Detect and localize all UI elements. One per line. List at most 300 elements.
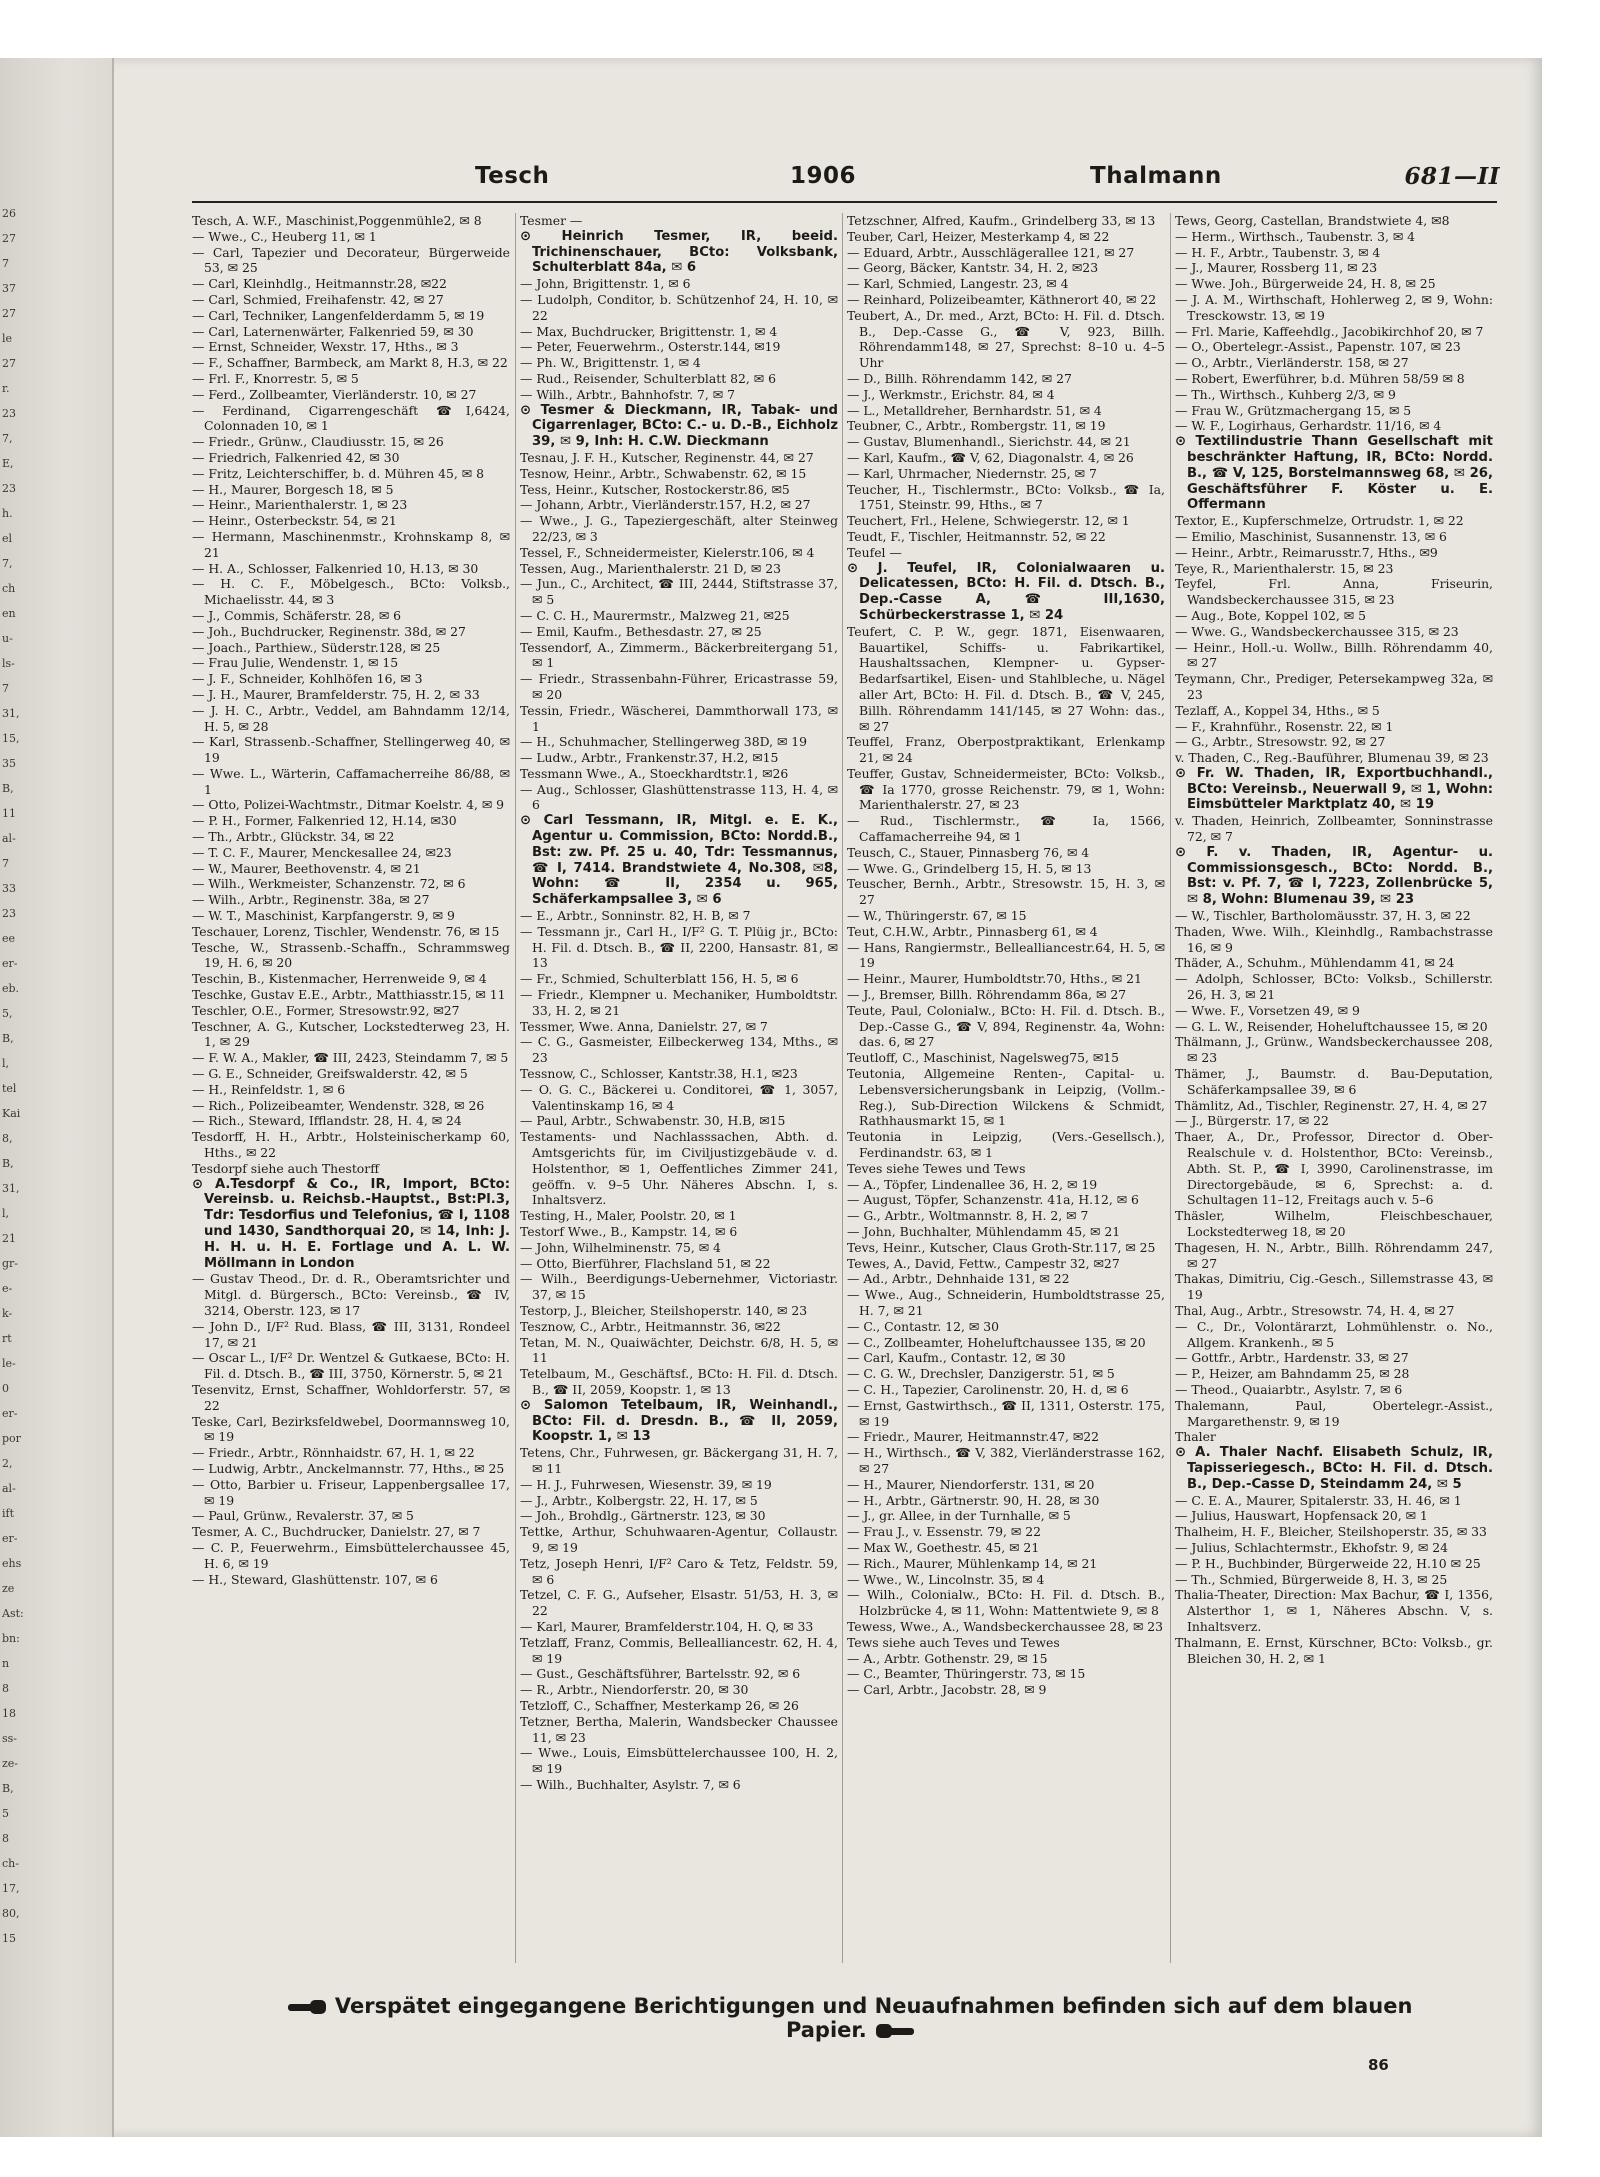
gutter-fragment: B, (2, 1032, 14, 1045)
directory-entry: Teubert, A., Dr. med., Arzt, BCto: H. Fil. d. Dtsch. B., Dep.-Casse G., ☎ V, 923, Billh. Röhrendamm148, ✉ 27, Sprechst: 8–10 u. 4–5 Uhr (847, 307, 1165, 371)
directory-entry: ⊙ A. Thaler Nachf. Elisabeth Schulz, IR, Tapisseriegesch., BCto: H. Fil. d. Dtsch. B., Dep.-Casse D, Steindamm 24, ✉ 5 (1175, 1445, 1493, 1492)
pointing-hand-icon (288, 1999, 328, 2015)
directory-entry: — P., Heizer, am Bahndamm 25, ✉ 28 (1175, 1366, 1410, 1382)
directory-entry: — W., Tischler, Bartholomäusstr. 37, H. 3, ✉ 22 (1175, 908, 1471, 924)
directory-entry: Tessnow, C., Schlosser, Kantstr.38, H.1, ✉23 (520, 1066, 798, 1082)
gutter-fragment: rt (2, 1332, 12, 1345)
directory-entry: Tevs, Heinr., Kutscher, Claus Groth-Str.117, ✉ 25 (847, 1239, 1156, 1255)
directory-entry: — Julius, Hauswart, Hopfensack 20, ✉ 1 (1175, 1508, 1428, 1524)
directory-entry: — Carl, Laternenwärter, Falkenried 59, ✉ 30 (192, 323, 474, 339)
header-rule (192, 201, 1497, 203)
directory-entry: Teuchert, Frl., Helene, Schwiegerstr. 12, ✉ 1 (847, 513, 1130, 529)
directory-entry: Teuscher, Bernh., Arbtr., Stresowstr. 15, H. 3, ✉ 27 (847, 876, 1165, 908)
directory-entry: — A., Töpfer, Lindenallee 36, H. 2, ✉ 19 (847, 1176, 1098, 1192)
directory-entry: Tessendorf, A., Zimmerm., Bäckerbreitergang 51, ✉ 1 (520, 639, 838, 671)
directory-entry: — Rud., Reisender, Schulterblatt 82, ✉ 6 (520, 370, 776, 386)
gutter-fragment: 23 (2, 482, 16, 495)
directory-entry: Tetzlaff, Franz, Commis, Bellealliancestr. 62, H. 4, ✉ 19 (520, 1634, 838, 1666)
column-separator (842, 213, 843, 1963)
footer-notice (250, 1994, 1450, 2042)
gutter-fragment: le (2, 332, 13, 345)
directory-entry: Tesmer, A. C., Buchdrucker, Danielstr. 27, ✉ 7 (192, 1524, 481, 1540)
directory-entry: — Heinr., Marienthalerstr. 1, ✉ 23 (192, 497, 408, 513)
gutter-fragment: tel (2, 1082, 17, 1095)
directory-entry: — Friedr., Strassenbahn-Führer, Ericastrasse 59, ✉ 20 (520, 671, 838, 702)
directory-entry: Tesmer — (520, 213, 583, 228)
directory-entry: — Friedr., Klempner u. Mechaniker, Humboldtstr. 33, H. 2, ✉ 21 (520, 987, 838, 1018)
gutter-fragment: B, (2, 1157, 14, 1170)
directory-entry: — Friedr., Arbtr., Rönnhaidstr. 67, H. 1, ✉ 22 (192, 1445, 475, 1461)
gutter-fragment: 7, (2, 432, 13, 445)
directory-entry: — Joh., Brohdlg., Gärtnerstr. 123, ✉ 30 (520, 1508, 766, 1524)
gutter-fragment: bn: (2, 1632, 20, 1645)
directory-entry: — H. C. F., Möbelgesch., BCto: Volksb., Michaelisstr. 44, ✉ 3 (192, 576, 510, 608)
directory-entry: ⊙ Fr. W. Thaden, IR, Exportbuchhandl., BCto: Vereinsb., Neuerwall 9, ✉ 1, Wohn: Eimsbütteler Marktplatz 40, ✉ 19 (1175, 765, 1493, 813)
gutter-fragment: le- (2, 1357, 16, 1370)
gutter-fragment: 37 (2, 282, 16, 295)
directory-entry: — Wwe. Joh., Bürgerweide 24, H. 8, ✉ 25 (1175, 276, 1436, 292)
directory-entry: — C. C. H., Maurermstr., Malzweg 21, ✉25 (520, 607, 790, 623)
gutter-fragment: Kai (2, 1107, 21, 1120)
gutter-fragment: 2, (2, 1457, 13, 1470)
gutter-fragment: 31, (2, 1182, 20, 1195)
directory-entry: — John, Wilhelminenstr. 75, ✉ 4 (520, 1239, 721, 1255)
directory-entry: — Max, Buchdrucker, Brigittenstr. 1, ✉ 4 (520, 323, 778, 339)
directory-entry: — Gustav, Blumenhandl., Sierichstr. 44, ✉ 21 (847, 434, 1131, 450)
directory-entry: — Paul, Grünw., Revalerstr. 37, ✉ 5 (192, 1508, 414, 1524)
directory-entry: — Wwe., J. G., Tapeziergeschäft, alter Steinweg 22/23, ✉ 3 (520, 513, 838, 544)
gutter-fragment: el (2, 532, 13, 545)
directory-entry: — Wilh., Werkmeister, Schanzenstr. 72, ✉ 6 (192, 876, 466, 892)
gutter-fragment: 7 (2, 257, 9, 270)
directory-entry: Tessmann Wwe., A., Stoeckhardtstr.1, ✉26 (520, 765, 789, 781)
directory-entry: Tessel, F., Schneidermeister, Kielerstr.106, ✉ 4 (520, 544, 815, 560)
gutter-fragment: 27 (2, 232, 16, 245)
directory-entry: — O., Obertelegr.-Assist., Papenstr. 107, ✉ 23 (1175, 339, 1461, 355)
directory-entry: Thalemann, Paul, Obertelegr.-Assist., Margarethenstr. 9, ✉ 19 (1175, 1397, 1493, 1429)
directory-entry: Tewess, Wwe., A., Wandsbeckerchaussee 28, ✉ 23 (847, 1618, 1164, 1634)
gutter-fragment: gr- (2, 1257, 19, 1270)
directory-entry: Teves siehe Tewes und Tews (847, 1160, 1026, 1176)
header-year: 1906 (790, 163, 857, 189)
directory-entry: — A., Arbtr. Gothenstr. 29, ✉ 15 (847, 1650, 1048, 1666)
directory-entry: — Wilh., Beerdigungs-Uebernehmer, Victoriastr. 37, ✉ 15 (520, 1271, 838, 1303)
directory-entry: — Aug., Bote, Koppel 102, ✉ 5 (1175, 607, 1366, 623)
directory-entry: Tezlaff, A., Koppel 34, Hths., ✉ 5 (1175, 702, 1380, 718)
gutter-fragment: ls- (2, 657, 15, 670)
directory-entry: — Karl, Uhrmacher, Niedernstr. 25, ✉ 7 (847, 465, 1097, 481)
directory-entry: — Gottfr., Arbtr., Hardenstr. 33, ✉ 27 (1175, 1350, 1409, 1366)
directory-entry: — O., Arbtr., Vierländerstr. 158, ✉ 27 (1175, 355, 1409, 371)
directory-entry: Thäder, A., Schuhm., Mühlendamm 41, ✉ 24 (1175, 955, 1455, 971)
directory-entry: Teutonia in Leipzig, (Vers.-Gesellsch.), Ferdinandstr. 63, ✉ 1 (847, 1129, 1165, 1161)
directory-entry: — Friedr., Maurer, Heitmannstr.47, ✉22 (847, 1429, 1100, 1445)
directory-entry: Thagesen, H. N., Arbtr., Billh. Röhrendamm 247, ✉ 27 (1175, 1239, 1493, 1271)
page-header (190, 163, 1500, 193)
directory-entry: — Adolph, Schlosser, BCto: Volksb., Schillerstr. 26, H. 3, ✉ 21 (1175, 971, 1493, 1003)
directory-entry: — E., Arbtr., Sonninstr. 82, H. B, ✉ 7 (520, 908, 751, 924)
directory-entry: — Eduard, Arbtr., Ausschlägerallee 121, ✉ 27 (847, 244, 1135, 260)
directory-entry: — Joach., Parthiew., Süderstr.128, ✉ 25 (192, 639, 441, 655)
directory-entry: Thälmann, J., Grünw., Wandsbeckerchaussee 208, ✉ 23 (1175, 1034, 1493, 1066)
directory-entry: — W., Maurer, Beethovenstr. 4, ✉ 21 (192, 860, 421, 876)
directory-entry: ⊙ A.Tesdorpf & Co., IR, Import, BCto: Vereinsb. u. Reichsb.-Hauptst., Bst:Pl.3, Tdr: Tesdorfius und Telefonius, ☎ I, 1108 und 1430, Sandthorquai 20, ✉ 14, Inh: J. H. H. u. H. E. Fortlage und A. L. W. Möllmann in London (192, 1176, 510, 1271)
directory-entry: Thaler (1175, 1429, 1216, 1445)
directory-entry: — G. E., Schneider, Greifswalderstr. 42, ✉ 5 (192, 1066, 468, 1082)
directory-entry: — Rud., Tischlermstr., ☎ Ia, 1566, Caffamacherreihe 94, ✉ 1 (847, 813, 1165, 845)
gutter-fragment: 17, (2, 1882, 20, 1895)
directory-entry: — Rich., Polizeibeamter, Wendenstr. 328, ✉ 26 (192, 1097, 485, 1113)
directory-entry: — John D., I/F² Rud. Blass, ☎ III, 3131, Rondeel 17, ✉ 21 (192, 1318, 510, 1350)
directory-entry: — Ludwig, Arbtr., Anckelmannstr. 77, Hths., ✉ 25 (192, 1460, 505, 1476)
directory-entry: — C. E. A., Maurer, Spitalerstr. 33, H. 46, ✉ 1 (1175, 1492, 1462, 1508)
gutter-fragment: por (2, 1432, 21, 1445)
directory-entry: — J. A. M., Wirthschaft, Hohlerweg 2, ✉ 9, Wohn: Tresckowstr. 13, ✉ 19 (1175, 291, 1493, 323)
directory-entry: — Karl, Maurer, Bramfelderstr.104, H. Q, ✉ 33 (520, 1618, 814, 1634)
directory-entry: — John, Buchhalter, Mühlendamm 45, ✉ 21 (847, 1224, 1121, 1239)
directory-entry: — Emilio, Maschinist, Susannenstr. 13, ✉ 6 (1175, 528, 1447, 544)
directory-entry: — J., Maurer, Rossberg 11, ✉ 23 (1175, 260, 1378, 276)
directory-column-1 (192, 213, 510, 1973)
directory-entry: — Carl, Tapezier und Decorateur, Bürgerweide 53, ✉ 25 (192, 244, 510, 276)
directory-entry: — F. W. A., Makler, ☎ III, 2423, Steindamm 7, ✉ 5 (192, 1050, 509, 1066)
directory-entry: Tessin, Friedr., Wäscherei, Dammthorwall 173, ✉ 1 (520, 702, 838, 734)
header-page-number: 681—II (1404, 163, 1500, 190)
directory-entry: ⊙ Heinrich Tesmer, IR, beeid. Trichinenschauer, BCto: Volksbank, Schulterblatt 84a, ✉ 6 (520, 228, 838, 276)
directory-entry: — Max W., Goethestr. 45, ✉ 21 (847, 1539, 1040, 1555)
directory-entry: Textor, E., Kupferschmelze, Ortrudstr. 1, ✉ 22 (1175, 513, 1464, 529)
directory-entry: Teymann, Chr., Prediger, Petersekampweg 32a, ✉ 23 (1175, 671, 1493, 702)
gutter-fragment: er- (2, 957, 18, 970)
directory-entry: — Carl, Techniker, Langenfelderdamm 5, ✉ 19 (192, 307, 485, 323)
directory-entry: Thakas, Dimitriu, Cig.-Gesch., Sillemstrasse 43, ✉ 19 (1175, 1271, 1493, 1303)
gutter-fragment: 15 (2, 1932, 16, 1945)
directory-entry: Teudt, F., Tischler, Heitmannstr. 52, ✉ 22 (847, 528, 1106, 544)
directory-entry: — C., Zollbeamter, Hoheluftchaussee 135, ✉ 20 (847, 1334, 1146, 1350)
directory-entry: Tesdorpf siehe auch Thestorff (192, 1160, 379, 1176)
directory-entry: — Friedr., Grünw., Claudiusstr. 15, ✉ 26 (192, 434, 444, 450)
directory-entry: — Ernst, Gastwirthsch., ☎ II, 1311, Osterstr. 175, ✉ 19 (847, 1397, 1165, 1429)
directory-entry: — Otto, Bierführer, Flachsland 51, ✉ 22 (520, 1255, 771, 1271)
directory-entry: Thal, Aug., Arbtr., Stresowstr. 74, H. 4, ✉ 27 (1175, 1302, 1455, 1318)
directory-entry: — Hans, Rangiermstr., Bellealliancestr.64, H. 5, ✉ 19 (847, 939, 1165, 971)
directory-entry: — L., Metalldreher, Bernhardstr. 51, ✉ 4 (847, 402, 1102, 418)
gutter-fragment: 7 (2, 857, 9, 870)
directory-entry: Teyfel, Frl. Anna, Friseurin, Wandsbeckerchaussee 315, ✉ 23 (1175, 576, 1493, 608)
directory-entry: v. Thaden, Heinrich, Zollbeamter, Sonninstrasse 72, ✉ 7 (1175, 813, 1493, 845)
directory-entry: — H., Maurer, Borgesch 18, ✉ 5 (192, 481, 394, 497)
gutter-fragment: al- (2, 1482, 16, 1495)
gutter-fragment: 8 (2, 1682, 9, 1695)
directory-entry: — Theod., Quaiarbtr., Asylstr. 7, ✉ 6 (1175, 1381, 1403, 1397)
directory-entry: Tessmer, Wwe. Anna, Danielstr. 27, ✉ 7 (520, 1018, 768, 1034)
directory-entry: ⊙ Carl Tessmann, IR, Mitgl. e. E. K., Agentur u. Commission, BCto: Nordd.B., Bst: zw. Pf. 25 u. 40, Tdr: Tessmannus, ☎ I, 7414. Brandstwiete 4, No.308, ✉8, Wohn: ☎ II, 2354 u. 965, Schäferkampsallee 3, ✉ 6 (520, 813, 838, 908)
directory-entry: — Fr., Schmied, Schulterblatt 156, H. 5, ✉ 6 (520, 971, 799, 987)
directory-entry: — C., Contastr. 12, ✉ 30 (847, 1318, 999, 1334)
directory-entry: — Th., Wirthsch., Kuhberg 2/3, ✉ 9 (1175, 386, 1396, 402)
directory-entry: — H., Wirthsch., ☎ V, 382, Vierländerstrasse 162, ✉ 27 (847, 1445, 1165, 1476)
directory-entry: — Wwe., C., Heuberg 11, ✉ 1 (192, 228, 377, 244)
directory-entry: Thalia-Theater, Direction: Max Bachur, ☎ I, 1356, Alsterthor 1, ✉ 1, Näheres Abschn. V, s. Inhaltsverz. (1175, 1587, 1493, 1634)
directory-entry: Thäsler, Wilhelm, Fleischbeschauer, Lockstedterweg 18, ✉ 20 (1175, 1208, 1493, 1239)
pointing-hand-icon (874, 2023, 914, 2039)
directory-entry: — Herm., Wirthsch., Taubenstr. 3, ✉ 4 (1175, 228, 1416, 244)
directory-entry: — August, Töpfer, Schanzenstr. 41a, H.12, ✉ 6 (847, 1192, 1139, 1208)
directory-entry: — F., Schaffner, Barmbeck, am Markt 8, H.3, ✉ 22 (192, 355, 508, 371)
directory-entry: — J., Bremser, Billh. Röhrendamm 86a, ✉ 27 (847, 987, 1127, 1003)
gutter-fragment: 23 (2, 907, 16, 920)
directory-entry: — Wwe., Aug., Schneiderin, Humboldtstrasse 25, H. 7, ✉ 21 (847, 1287, 1165, 1318)
gutter-fragment: E, (2, 457, 14, 470)
directory-entry: Tesznow, C., Arbtr., Heitmannstr. 36, ✉22 (520, 1318, 781, 1334)
directory-entry: Tesenvitz, Ernst, Schaffner, Wohldorferstr. 57, ✉ 22 (192, 1381, 510, 1413)
directory-entry: Teuffel, Franz, Oberpostpraktikant, Erlenkamp 21, ✉ 24 (847, 734, 1165, 766)
directory-entry: — Wwe. G., Grindelberg 15, H. 5, ✉ 13 (847, 860, 1092, 876)
directory-entry: Teucher, H., Tischlermstr., BCto: Volksb., ☎ Ia, 1751, Steinstr. 99, Hths., ✉ 7 (847, 481, 1165, 513)
column-separator (515, 213, 516, 1963)
page-number: 86 (1368, 2056, 1389, 2074)
directory-entry: — J., Bürgerstr. 17, ✉ 22 (1175, 1113, 1329, 1129)
gutter-fragment: 5 (2, 1807, 9, 1820)
directory-entry: — Karl, Schmied, Langestr. 23, ✉ 4 (847, 276, 1069, 292)
directory-entry: — Reinhard, Polizeibeamter, Käthnerort 40, ✉ 22 (847, 291, 1157, 307)
directory-entry: — G., Arbtr., Woltmannstr. 8, H. 2, ✉ 7 (847, 1208, 1089, 1224)
gutter-fragment: e- (2, 1282, 13, 1295)
directory-entry: — Frau Julie, Wendenstr. 1, ✉ 15 (192, 655, 399, 671)
directory-entry: — H. A., Schlosser, Falkenried 10, H.13, ✉ 30 (192, 560, 479, 576)
gutter-fragment: ee (2, 932, 16, 945)
directory-entry: Teuffer, Gustav, Schneidermeister, BCto: Volksb., ☎ Ia 1770, grosse Reichenstr. 79, ✉ 1, Wohn: Marienthalerstr. 27, ✉ 23 (847, 765, 1165, 813)
directory-entry: Thämer, J., Baumstr. d. Bau-Deputation, Schäferkampsallee 39, ✉ 6 (1175, 1066, 1493, 1097)
gutter-fragment: 31, (2, 707, 20, 720)
directory-entry: — R., Arbtr., Niendorferstr. 20, ✉ 30 (520, 1682, 749, 1698)
directory-entry: — Jun., C., Architect, ☎ III, 2444, Stiftstrasse 37, ✉ 5 (520, 576, 838, 608)
gutter-fragment: u- (2, 632, 13, 645)
directory-entry: — Julius, Schlachtermstr., Ekhofstr. 9, ✉ 24 (1175, 1539, 1448, 1555)
directory-entry: — Otto, Polizei-Wachtmstr., Ditmar Koelstr. 4, ✉ 9 (192, 797, 505, 813)
gutter-fragment: r. (2, 382, 10, 395)
directory-entry: — Ad., Arbtr., Dehnhaide 131, ✉ 22 (847, 1271, 1070, 1287)
directory-entry: Teschler, O.E., Former, Stresowstr.92, ✉27 (192, 1002, 460, 1018)
directory-entry: Teske, Carl, Bezirksfeldwebel, Doormannsweg 10, ✉ 19 (192, 1413, 510, 1445)
scan-border-top (0, 0, 1600, 58)
column-separator (1170, 213, 1171, 1963)
header-first-name: Tesch (475, 163, 550, 189)
directory-entry: — W. T., Maschinist, Karpfangerstr. 9, ✉ 9 (192, 908, 455, 924)
gutter-fragment: 15, (2, 732, 20, 745)
directory-entry: Tesche, W., Strassenb.-Schaffn., Schrammsweg 19, H. 6, ✉ 20 (192, 939, 510, 971)
gutter-fragment: ch- (2, 1857, 19, 1870)
directory-entry: Tesch, A. W.F., Maschinist,Poggenmühle2, ✉ 8 (192, 213, 482, 228)
directory-entry: Testorp, J., Bleicher, Steilshoperstr. 140, ✉ 23 (520, 1302, 808, 1318)
directory-entry: Tesdorff, H. H., Arbtr., Holsteinischerkamp 60, Hths., ✉ 22 (192, 1129, 510, 1161)
directory-entry: — Wilh., Arbtr., Reginenstr. 38a, ✉ 27 (192, 892, 430, 908)
directory-entry: Tess, Heinr., Kutscher, Rostockerstr.86, ✉5 (520, 481, 790, 497)
directory-entry: — D., Billh. Röhrendamm 142, ✉ 27 (847, 370, 1072, 386)
directory-entry: — C. H., Tapezier, Carolinenstr. 20, H. d, ✉ 6 (847, 1381, 1129, 1397)
directory-entry: — Rich., Steward, Ifflandstr. 28, H. 4, ✉ 24 (192, 1113, 462, 1129)
directory-entry: Tetelbaum, M., Geschäftsf., BCto: H. Fil. d. Dtsch. B., ☎ II, 2059, Koopstr. 1, ✉ 13 (520, 1366, 838, 1397)
directory-entry: — John, Brigittenstr. 1, ✉ 6 (520, 276, 691, 292)
gutter-fragment: 33 (2, 882, 16, 895)
directory-entry: Teute, Paul, Colonialw., BCto: H. Fil. d. Dtsch. B., Dep.-Casse G., ☎ V, 894, Reginenstr. 4a, Wohn: das. 6, ✉ 27 (847, 1002, 1165, 1050)
directory-entry: Teut, C.H.W., Arbtr., Pinnasberg 61, ✉ 4 (847, 923, 1098, 939)
directory-entry: — Wwe. L., Wärterin, Caffamacherreihe 86/88, ✉ 1 (192, 765, 510, 797)
gutter-fragment: l, (2, 1057, 10, 1070)
directory-entry: Thaer, A., Dr., Professor, Director d. Ober-Realschule v. d. Holstenthor, BCto: Vereinsb., Abth. St. P., ☎ I, 3990, Carolinenstrasse, im Directorgebäude, ✉ 6, Sprechst: a. d. Schultagen 11–12, Freitags auch v. 5–6 (1175, 1129, 1493, 1208)
directory-entry: — C. G., Gasmeister, Eilbeckerweg 134, Mths., ✉ 23 (520, 1034, 838, 1066)
gutter-fragment: k- (2, 1307, 13, 1320)
directory-entry: — Carl, Schmied, Freihafenstr. 42, ✉ 27 (192, 291, 444, 307)
directory-entry: Tetzloff, C., Schaffner, Mesterkamp 26, ✉ 26 (520, 1697, 799, 1713)
directory-entry: — Th., Schmied, Bürgerweide 8, H. 3, ✉ 25 (1175, 1571, 1448, 1587)
directory-entry: — Wilh., Arbtr., Bahnhofstr. 7, ✉ 7 (520, 386, 735, 402)
directory-entry: ⊙ F. v. Thaden, IR, Agentur- u. Commissionsgesch., BCto: Nordd. B., Bst: v. Pf. 7, ☎ I, 7223, Zollenbrücke 5, ✉ 8, Wohn: Blumenau 39, ✉ 23 (1175, 844, 1493, 908)
directory-entry: — C., Beamter, Thüringerstr. 73, ✉ 15 (847, 1666, 1086, 1682)
directory-entry: — P. H., Former, Falkenried 12, H.14, ✉30 (192, 813, 457, 829)
directory-entry: — Heinr., Holl.-u. Wollw., Billh. Röhrendamm 40, ✉ 27 (1175, 639, 1493, 671)
directory-entry: — Joh., Buchdrucker, Reginenstr. 38d, ✉ 27 (192, 623, 466, 639)
directory-entry: — H., Schuhmacher, Stellingerweg 38D, ✉ 19 (520, 734, 808, 750)
gutter-fragment: er- (2, 1407, 18, 1420)
directory-entry: Thämlitz, Ad., Tischler, Reginenstr. 27, H. 4, ✉ 27 (1175, 1097, 1488, 1113)
directory-entry: — O. G. C., Bäckerei u. Conditorei, ☎ 1, 3057, Valentinskamp 16, ✉ 4 (520, 1081, 838, 1113)
directory-entry: — Ferd., Zollbeamter, Vierländerstr. 10, ✉ 27 (192, 386, 477, 402)
gutter-fragment: ss- (2, 1732, 18, 1745)
directory-entry: Tetan, M. N., Quaiwächter, Deichstr. 6/8, H. 5, ✉ 11 (520, 1334, 838, 1366)
directory-entry: Teutloff, C., Maschinist, Nagelsweg75, ✉15 (847, 1050, 1120, 1066)
gutter-fragment: 0 (2, 1382, 9, 1395)
gutter-fragment: 27 (2, 357, 16, 370)
directory-entry: — J. H. C., Arbtr., Veddel, am Bahndamm 12/14, H. 5, ✉ 28 (192, 702, 510, 734)
gutter-fragment: 80, (2, 1907, 20, 1920)
directory-entry: Teye, R., Marienthalerstr. 15, ✉ 23 (1175, 560, 1394, 576)
directory-entry: — Carl, Kaufm., Contastr. 12, ✉ 30 (847, 1350, 1066, 1366)
gutter-fragment: 21 (2, 1232, 16, 1245)
directory-entry: Tessen, Aug., Marienthalerstr. 21 D, ✉ 23 (520, 560, 781, 576)
directory-entry: Testaments- und Nachlasssachen, Abth. d. Amtsgerichts für, im Civiljustizgebäude v. d. Holstenthor, ✉ 1, Oeffentliches Zimmer 241, geöffn. v. 9–5 Uhr. Näheres Abschn. I, s. Inhaltsverz. (520, 1129, 838, 1208)
directory-entry: — Gustav Theod., Dr. d. R., Oberamtsrichter und Mitgl. d. Bürgersch., BCto: Vereinsb., ☎ IV, 3214, Oberstr. 123, ✉ 17 (192, 1271, 510, 1318)
directory-entry: Testorf Wwe., B., Kampstr. 14, ✉ 6 (520, 1224, 738, 1239)
directory-entry: Teubner, C., Arbtr., Rombergstr. 11, ✉ 19 (847, 418, 1106, 434)
directory-entry: Teschner, A. G., Kutscher, Lockstedterweg 23, H. 1, ✉ 29 (192, 1018, 510, 1050)
gutter-fragment: eb. (2, 982, 20, 995)
directory-column-2 (520, 213, 838, 1973)
directory-entry: — Robert, Ewerführer, b.d. Mühren 58/59 ✉ 8 (1175, 370, 1465, 386)
directory-entry: — J., Werkmstr., Erichstr. 84, ✉ 4 (847, 386, 1055, 402)
directory-entry: — Wwe., Louis, Eimsbüttelerchaussee 100, H. 2, ✉ 19 (520, 1745, 838, 1777)
directory-entry: — Wwe., W., Lincolnstr. 35, ✉ 4 (847, 1571, 1045, 1587)
directory-entry: — J. H., Maurer, Bramfelderstr. 75, H. 2, ✉ 33 (192, 686, 480, 702)
gutter-fragment: h. (2, 507, 13, 520)
gutter-fragment: ze (2, 1582, 15, 1595)
directory-entry: ⊙ Salomon Tetelbaum, IR, Weinhandl., BCto: Fil. d. Dresdn. B., ☎ II, 2059, Koopstr. 1, ✉ 13 (520, 1397, 838, 1445)
directory-entry: Thalmann, E. Ernst, Kürschner, BCto: Volksb., gr. Bleichen 30, H. 2, ✉ 1 (1175, 1634, 1493, 1666)
directory-entry: Teuber, Carl, Heizer, Mesterkamp 4, ✉ 22 (847, 228, 1110, 244)
directory-entry: Tews, Georg, Castellan, Brandstwiete 4, ✉8 (1175, 213, 1450, 228)
gutter-fragment: 18 (2, 1707, 16, 1720)
directory-entry: — Carl, Arbtr., Jacobstr. 28, ✉ 9 (847, 1682, 1047, 1698)
gutter-fragment: al- (2, 832, 16, 845)
directory-entry: — Carl, Kleinhdlg., Heitmannstr.28, ✉22 (192, 276, 447, 292)
directory-entry: — Georg, Bäcker, Kantstr. 34, H. 2, ✉23 (847, 260, 1099, 276)
gutter-fragment: B, (2, 782, 14, 795)
directory-entry: — Ferdinand, Cigarrengeschäft ☎I,6424, Colonnaden 10, ✉ 1 (192, 402, 510, 434)
gutter-fragment: 7, (2, 557, 13, 570)
directory-entry: — Heinr., Arbtr., Reimarusstr.7, Hths., ✉9 (1175, 544, 1438, 560)
gutter-fragment: ehs (2, 1557, 22, 1570)
directory-entry: — Karl, Strassenb.-Schaffner, Stellingerweg 40, ✉ 19 (192, 734, 510, 766)
directory-entry: — C. P., Feuerwehrm., Eimsbüttelerchaussee 45, H. 6, ✉ 19 (192, 1539, 510, 1571)
directory-entry: — J., Commis, Schäferstr. 28, ✉ 6 (192, 607, 402, 623)
directory-entry: — Fritz, Leichterschiffer, b. d. Mühren 45, ✉ 8 (192, 465, 484, 481)
directory-entry: Teutonia, Allgemeine Renten-, Capital- u. Lebensversicherungsbank in Leipzig, (Vollm.-Reg.), Sub-Direction Wilckens & Schmidt, Rathhausmarkt 15, ✉ 1 (847, 1066, 1165, 1129)
gutter-fragment: er- (2, 1532, 18, 1545)
directory-entry: — Peter, Feuerwehrm., Osterstr.144, ✉19 (520, 339, 781, 355)
scan-border-right (1542, 0, 1600, 2177)
directory-entry: Tetzner, Bertha, Malerin, Wandsbecker Chaussee 11, ✉ 23 (520, 1713, 838, 1745)
directory-entry: — J., Arbtr., Kolbergstr. 22, H. 17, ✉ 5 (520, 1492, 758, 1508)
previous-page-gutter (0, 58, 114, 2137)
directory-entry: — Emil, Kaufm., Bethesdastr. 27, ✉ 25 (520, 623, 762, 639)
gutter-fragment: ch (2, 582, 16, 595)
gutter-fragment: 11 (2, 807, 16, 820)
directory-entry: ⊙ J. Teufel, IR, Colonialwaaren u. Delicatessen, BCto: H. Fil. d. Dtsch. B., Dep.-Casse A, ☎ III,1630, Schürbeckerstrasse 1, ✉ 24 (847, 560, 1165, 623)
directory-entry: — Heinr., Maurer, Humboldtstr.70, Hths., ✉ 21 (847, 971, 1142, 987)
footer-text: Verspätet eingegangene Berichtigungen und Neuaufnahmen befinden sich auf dem blauen Papier. (334, 1994, 1413, 2042)
directory-entry: Teschauer, Lorenz, Tischler, Wendenstr. 76, ✉ 15 (192, 923, 500, 939)
directory-entry: Teschke, Gustav E.E., Arbtr., Matthiasstr.15, ✉ 11 (192, 987, 506, 1003)
directory-entry: — H., Arbtr., Gärtnerstr. 90, H. 28, ✉ 30 (847, 1492, 1100, 1508)
directory-column-3 (847, 213, 1165, 1973)
directory-entry: — H., Steward, Glashüttenstr. 107, ✉ 6 (192, 1571, 438, 1587)
gutter-fragment: ze- (2, 1757, 19, 1770)
directory-entry: — H., Maurer, Niendorferstr. 131, ✉ 20 (847, 1476, 1095, 1492)
directory-entry: — Otto, Barbier u. Friseur, Lappenbergsallee 17, ✉ 19 (192, 1476, 510, 1508)
gutter-fragment: Ast: (2, 1607, 24, 1620)
gutter-fragment: en (2, 607, 16, 620)
gutter-fragment: 26 (2, 207, 16, 220)
directory-entry: — Aug., Schlosser, Glashüttenstrasse 113, H. 4, ✉ 6 (520, 781, 838, 813)
directory-entry: — Ludw., Arbtr., Frankenstr.37, H.2, ✉15 (520, 750, 779, 766)
gutter-fragment: 8 (2, 1832, 9, 1845)
directory-entry: — C. G. W., Drechsler, Danzigerstr. 51, ✉ 5 (847, 1366, 1115, 1382)
gutter-fragment: ift (2, 1507, 15, 1520)
directory-entry: — Th., Arbtr., Glückstr. 34, ✉ 22 (192, 829, 395, 845)
directory-entry: — Hermann, Maschinenmstr., Krohnskamp 8, ✉ 21 (192, 528, 510, 560)
directory-entry: ⊙ Textilindustrie Thann Gesellschaft mit beschränkter Haftung, IR, BCto: Nordd. B., ☎ V, 125, Borstelmannsweg 68, ✉ 26, Geschäftsführer F. Köster u. E. Offermann (1175, 434, 1493, 513)
directory-entry: — H. F., Arbtr., Taubenstr. 3, ✉ 4 (1175, 244, 1381, 260)
scan-border-bottom (0, 2137, 1600, 2177)
directory-entry: Teufert, C. P. W., gegr. 1871, Eisenwaaren, Bauartikel, Schiffs- u. Fabrikartikel, Haushaltssachen, Klempner- u. Gypser-Bedarfsartikel, Eisen- und Stahlbleche, u. Nägel aller Art, BCto: H. Fil. d. Dtsch. B., ☎ V, 245, Billh. Röhrendamm 141/145, ✉ 27 Wohn: das., ✉ 27 (847, 623, 1165, 734)
directory-entry: Tewes, A., David, Fettw., Campestr 32, ✉27 (847, 1255, 1120, 1271)
gutter-fragment: 35 (2, 757, 16, 770)
directory-entry: — F., Krahnführ., Rosenstr. 22, ✉ 1 (1175, 718, 1394, 734)
directory-entry: Tetzschner, Alfred, Kaufm., Grindelberg 33, ✉ 13 (847, 213, 1156, 228)
directory-entry: — Frl. F., Knorrestr. 5, ✉ 5 (192, 370, 359, 386)
directory-entry: Tesnau, J. F. H., Kutscher, Reginenstr. 44, ✉ 27 (520, 449, 814, 465)
directory-entry: — Heinr., Osterbeckstr. 54, ✉ 21 (192, 513, 397, 529)
directory-entry: Teufel — (847, 544, 902, 560)
directory-entry: — P. H., Buchbinder, Bürgerweide 22, H.10 ✉ 25 (1175, 1555, 1481, 1571)
directory-entry: — G. L. W., Reisender, Hoheluftchaussee 15, ✉ 20 (1175, 1018, 1488, 1034)
gutter-fragment: n (2, 1657, 10, 1670)
directory-entry: — C., Dr., Volontärarzt, Lohmühlenstr. o. No., Allgem. Krankenh., ✉ 5 (1175, 1318, 1493, 1350)
directory-entry: — Wilh., Buchhalter, Asylstr. 7, ✉ 6 (520, 1776, 741, 1792)
gutter-fragment: 8, (2, 1132, 13, 1145)
directory-entry: Thaden, Wwe. Wilh., Kleinhdlg., Rambachstrasse 16, ✉ 9 (1175, 923, 1493, 955)
directory-entry: Tetzel, C. F. G., Aufseher, Elsastr. 51/53, H. 3, ✉ 22 (520, 1587, 838, 1619)
